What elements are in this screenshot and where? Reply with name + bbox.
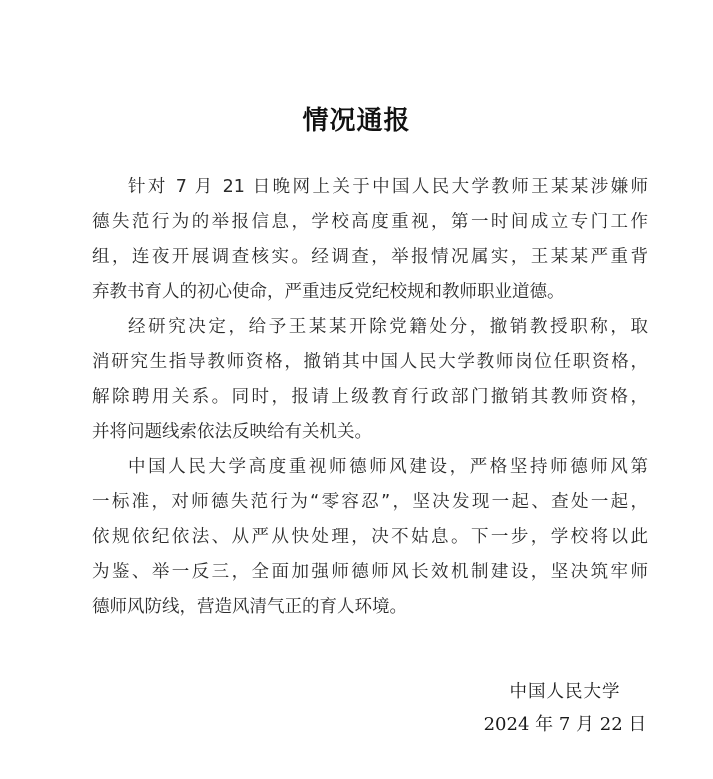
paragraph-line: 组，连夜开展调查核实。经调查，举报情况属实，王某某严重背 [92,247,648,267]
paragraph-line: 并将问题线索依法反映给有关机关。 [92,422,372,442]
paragraph-line: 依规依纪依法、从严从快处理，决不姑息。下一步，学校将以此 [92,527,648,547]
signature-organization: 中国人民大学 [509,682,621,702]
document-body [92,170,648,625]
paragraph-3 [92,450,648,625]
paragraph-line: 德失范行为的举报信息，学校高度重视，第一时间成立专门工作 [92,212,648,232]
paragraph-line: 中国人民大学高度重视师德师风建设，严格坚持师德师风第 [128,457,648,477]
paragraph-line: 解除聘用关系。同时，报请上级教育行政部门撤销其教师资格， [92,387,648,407]
paragraph-2 [92,310,648,450]
signature-date: 2024 年 7 月 22 日 [483,714,647,735]
paragraph-line: 德师风防线，营造风清气正的育人环境。 [92,597,407,617]
paragraph-line: 消研究生指导教师资格，撤销其中国人民大学教师岗位任职资格， [92,352,648,372]
paragraph-line: 经研究决定，给予王某某开除党籍处分，撤销教授职称，取 [128,317,648,337]
paragraph-line: 针对 7 月 21 日晚网上关于中国人民大学教师王某某涉嫌师 [128,177,648,197]
paragraph-line: 弃教书育人的初心使命，严重违反党纪校规和教师职业道德。 [92,282,565,302]
paragraph-line: 一标准，对师德失范行为“零容忍”，坚决发现一起、查处一起， [92,492,648,512]
document-title: 情况通报 [302,106,411,136]
paragraph-line: 为鉴、举一反三，全面加强师德师风长效机制建设，坚决筑牢师 [92,562,648,582]
paragraph-1 [92,170,648,310]
